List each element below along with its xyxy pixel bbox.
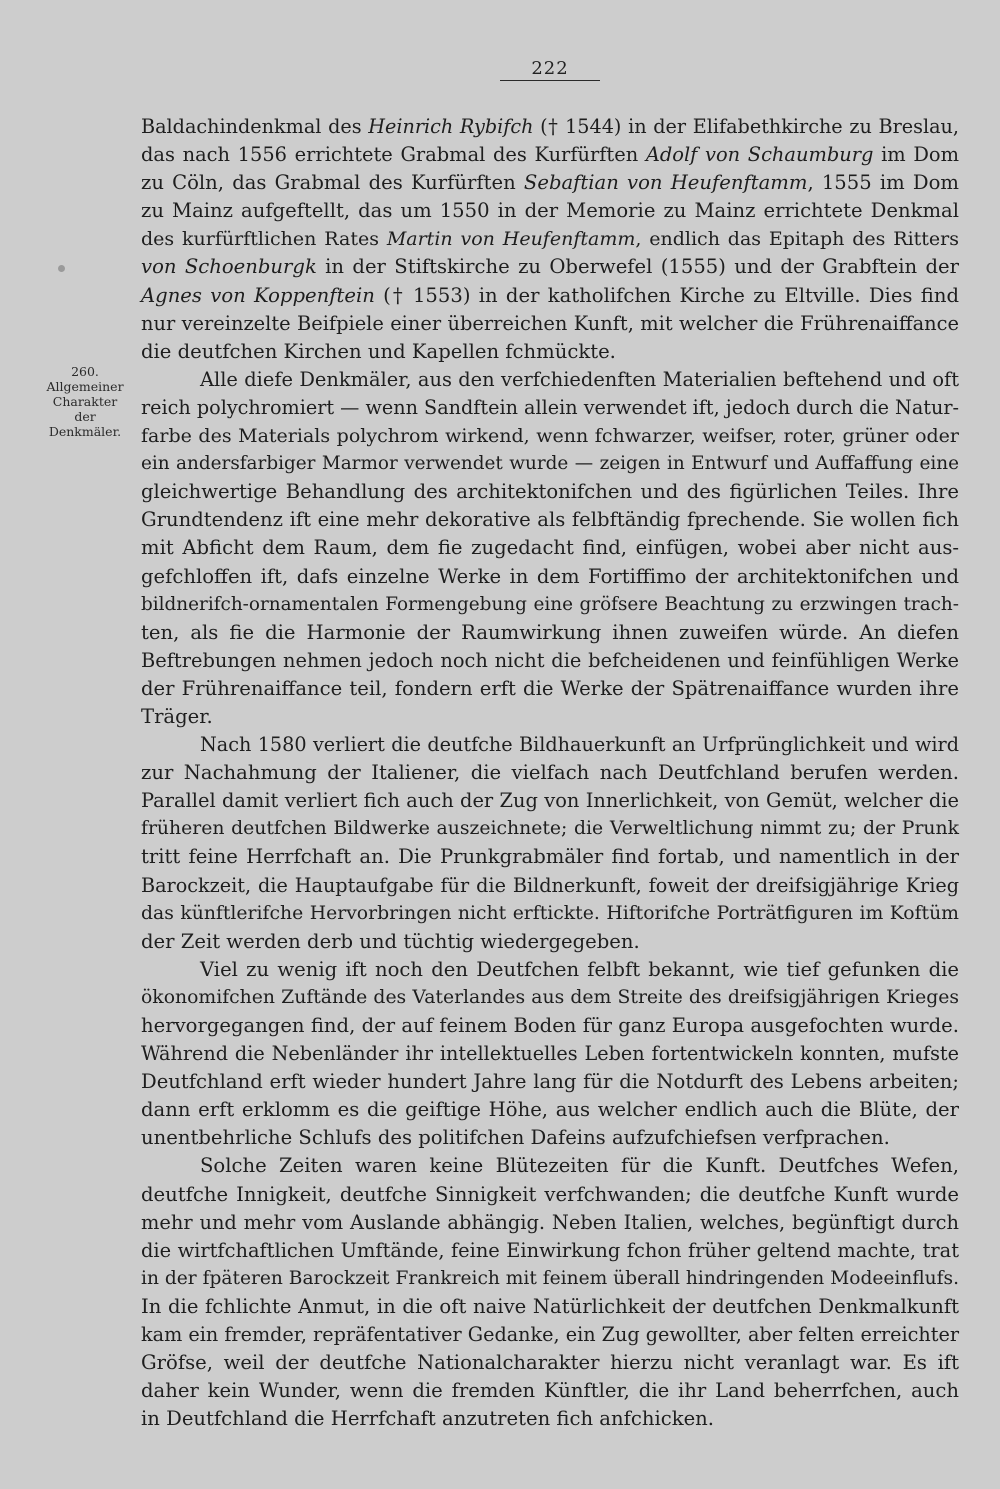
text-line (141, 703, 959, 731)
italic-name: Heinrich Rybifch (368, 115, 534, 138)
text-segment: die deutfchen Kirchen und Kapellen fchmückte. (141, 339, 616, 363)
text-segment: Parallel damit verliert fich auch der Zug von Innerlichkeit, von Gemüt, welcher die (141, 789, 959, 813)
text-segment: Baldachindenkmal des (141, 115, 369, 138)
text-segment: die wirtfchaftlichen Umftände, feine Einwirkung fchon früher geltend machte, trat (141, 1238, 959, 1262)
page-number: 222 (531, 58, 569, 79)
text-segment: Gröfse, weil der deutfche Nationalcharakter hierzu nicht veranlagt war. Es ift (141, 1351, 959, 1375)
text-line (141, 253, 959, 281)
text-line (141, 1181, 959, 1209)
text-segment: der Frührenaiffance teil, fondern erft die Werke der Spätrenaiffance wurden ihre (141, 676, 959, 700)
text-segment: das nach 1556 errichtete Grabmal des Kurfürften (141, 143, 646, 167)
text-line (141, 1237, 959, 1265)
margin-note-line: Charakter (52, 394, 118, 409)
text-line (141, 141, 959, 169)
text-line (141, 619, 959, 647)
text-segment: Alle diefe Denkmäler, aus den verfchiedenften Materialien beftehend und oft (200, 367, 959, 391)
text-line (141, 366, 959, 394)
text-segment: († 1544) in der Elifabethkirche zu Breslau, (533, 115, 959, 138)
text-segment: unentbehrliche Schlufs des politifchen Dafeins aufzufchiefsen verfprachen. (141, 1126, 890, 1150)
text-segment: mehr und mehr vom Auslande abhängig. Neben Italien, welches, begünftigt durch (141, 1210, 959, 1234)
margin-note-line: Allgemeiner (46, 379, 124, 394)
text-line (141, 1040, 959, 1068)
text-segment: († 1553) in der katholifchen Kirche zu Eltville. Dies find (374, 283, 959, 307)
text-segment: Träger. (141, 704, 213, 728)
text-line (141, 647, 959, 675)
text-segment: farbe des Materials polychrom wirkend, wenn fchwarzer, weifser, roter, grüner oder (141, 425, 959, 448)
text-line (141, 1321, 959, 1349)
text-line (141, 787, 959, 815)
text-line (141, 591, 959, 619)
italic-name: Martin von Heufenftamm (386, 228, 636, 251)
margin-note-line: der (74, 409, 96, 424)
text-segment: Barockzeit, die Hauptaufgabe für die Bildnerkunft, foweit der dreifsigjährige Krieg (141, 873, 959, 897)
text-segment: in der fpäteren Barockzeit Frankreich mit feinem überall hindringenden Modeeinflufs. (141, 1267, 959, 1289)
text-line (141, 815, 959, 843)
text-segment: zu Cöln, das Grabmal des Kurfürften (141, 171, 524, 195)
text-line (141, 394, 959, 422)
text-line (141, 928, 959, 956)
text-segment: des kurfürftlichen Rates (141, 228, 387, 251)
text-line (141, 1265, 959, 1293)
text-line (141, 563, 959, 591)
text-segment: hervorgegangen find, der auf feinem Boden für ganz Europa ausgefochten wurde. (141, 1014, 959, 1037)
text-segment: Beftrebungen nehmen jedoch noch nicht die befcheidenen und feinfühligen Werke (141, 648, 959, 672)
text-line (141, 197, 959, 225)
margin-note-number: 260. (71, 364, 99, 379)
text-segment: ein andersfarbiger Marmor verwendet wurde — zeigen in Entwurf und Auffaffung eine (141, 453, 959, 475)
text-line (141, 1293, 959, 1321)
text-line (141, 675, 959, 703)
text-segment: tritt feine Herrfchaft an. Die Prunkgrabmäler find fortab, und namentlich in der (141, 845, 959, 869)
text-segment: der Zeit werden derb und tüchtig wiedergegeben. (141, 929, 640, 953)
text-line (141, 843, 959, 871)
text-segment: Deutfchland erft wieder hundert Jahre lang für die Notdurft des Lebens arbeiten; (141, 1070, 959, 1094)
text-segment: früheren deutfchen Bildwerke auszeichnete; die Verweltlichung nimmt zu; der Prunk (141, 818, 959, 840)
text-line (141, 731, 959, 759)
text-segment: nur vereinzelte Beifpiele einer überreichen Kunft, mit welcher die Frührenaiffance (141, 311, 959, 335)
text-line (141, 759, 959, 787)
text-line (141, 422, 959, 450)
text-line (141, 338, 959, 366)
italic-name: Adolf von Schaumburg (645, 143, 874, 167)
text-line (141, 872, 959, 900)
text-segment: daher kein Wunder, wenn die fremden Künftler, die ihr Land beherrfchen, auch (141, 1379, 959, 1403)
text-segment: bildnerifch-ornamentalen Formengebung eine gröfsere Beachtung zu erzwingen trach- (141, 593, 959, 615)
text-segment: Während die Nebenländer ihr intellektuelles Leben fortentwickeln konnten, mufste (141, 1042, 959, 1066)
text-segment: Viel zu wenig ift noch den Deutfchen felbft bekannt, wie tief gefunken die (200, 957, 959, 981)
text-segment: mit Abficht dem Raum, dem fie zugedacht find, einfügen, wobei aber nicht aus- (141, 536, 959, 560)
text-segment: Solche Zeiten waren keine Blütezeiten für die Kunft. Deutfches Wefen, (200, 1154, 959, 1178)
text-line (141, 1349, 959, 1377)
text-segment: in der Stiftskirche zu Oberwefel (1555) und der Grabftein der (316, 255, 959, 279)
text-line (141, 956, 959, 984)
text-line (141, 900, 959, 928)
page-number-rule (500, 80, 600, 81)
text-line (141, 1209, 959, 1237)
text-line (141, 225, 959, 253)
text-segment: kam ein fremder, repräfentativer Gedanke, ein Zug gewollter, aber felten erreichter (141, 1323, 959, 1347)
text-line (141, 113, 959, 141)
text-segment: Nach 1580 verliert die deutfche Bildhauerkunft an Urfprünglichkeit und wird (200, 733, 959, 757)
text-segment: , 1555 im Dom (807, 171, 959, 195)
text-line (141, 478, 959, 506)
text-line (141, 169, 959, 197)
text-segment: Grundtendenz ift eine mehr dekorative als felbftändig fprechende. Sie wollen fich (141, 508, 959, 532)
text-segment: im Dom (873, 143, 959, 167)
italic-name: von Schoenburgk (141, 255, 317, 279)
margin-note-line: Denkmäler. (48, 424, 122, 439)
text-segment: deutfche Innigkeit, deutfche Sinnigkeit verfchwanden; die deutfche Kunft wurde (141, 1182, 959, 1206)
text-segment: in Deutfchland die Herrfchaft anzutreten fich anfchicken. (141, 1407, 715, 1431)
text-segment: ökonomifchen Zuftände des Vaterlandes aus dem Streite des dreifsigjährigen Krieges (141, 986, 959, 1008)
text-line (141, 1377, 959, 1405)
text-line (141, 1096, 959, 1124)
text-line (141, 450, 959, 478)
text-line (141, 282, 959, 310)
body-text (141, 113, 959, 1433)
text-line (141, 984, 959, 1012)
italic-name: Sebaftian von Heufenftamm (523, 171, 808, 195)
text-line (141, 1124, 959, 1152)
italic-name: Agnes von Koppenftein (141, 283, 375, 307)
text-segment: , endlich das Epitaph des Ritters (635, 228, 959, 251)
ink-spot (58, 265, 65, 272)
text-line (141, 1012, 959, 1040)
text-segment: reich polychromiert — wenn Sandftein allein verwendet ift, jedoch durch die Natur- (141, 395, 959, 419)
text-segment: zur Nachahmung der Italiener, die vielfach nach Deutfchland berufen werden. (141, 761, 959, 785)
margin-note (44, 364, 126, 439)
text-segment: zu Mainz aufgeftellt, das um 1550 in der Memorie zu Mainz errichtete Denkmal (141, 199, 959, 223)
text-line (141, 1068, 959, 1096)
text-segment: gleichwertige Behandlung des architektonifchen und des figürlichen Teiles. Ihre (141, 480, 959, 504)
text-line (141, 310, 959, 338)
text-segment: gefchloffen ift, dafs einzelne Werke in dem Fortiffimo der architektonifchen und (141, 564, 959, 588)
text-segment: dann erft erklomm es die geiftige Höhe, aus welcher endlich auch die Blüte, der (141, 1098, 959, 1122)
text-segment: ten, als fie die Harmonie der Raumwirkung ihnen zuweifen würde. An diefen (141, 620, 959, 644)
text-line (141, 506, 959, 534)
text-line (141, 1405, 959, 1433)
text-line (141, 534, 959, 562)
text-segment: das künftlerifche Hervorbringen nicht erftickte. Hiftorifche Porträtfiguren im Koftüm (141, 902, 959, 924)
text-line (141, 1152, 959, 1180)
text-segment: In die fchlichte Anmut, in die oft naive Natürlichkeit der deutfchen Denkmalkunft (141, 1294, 959, 1318)
